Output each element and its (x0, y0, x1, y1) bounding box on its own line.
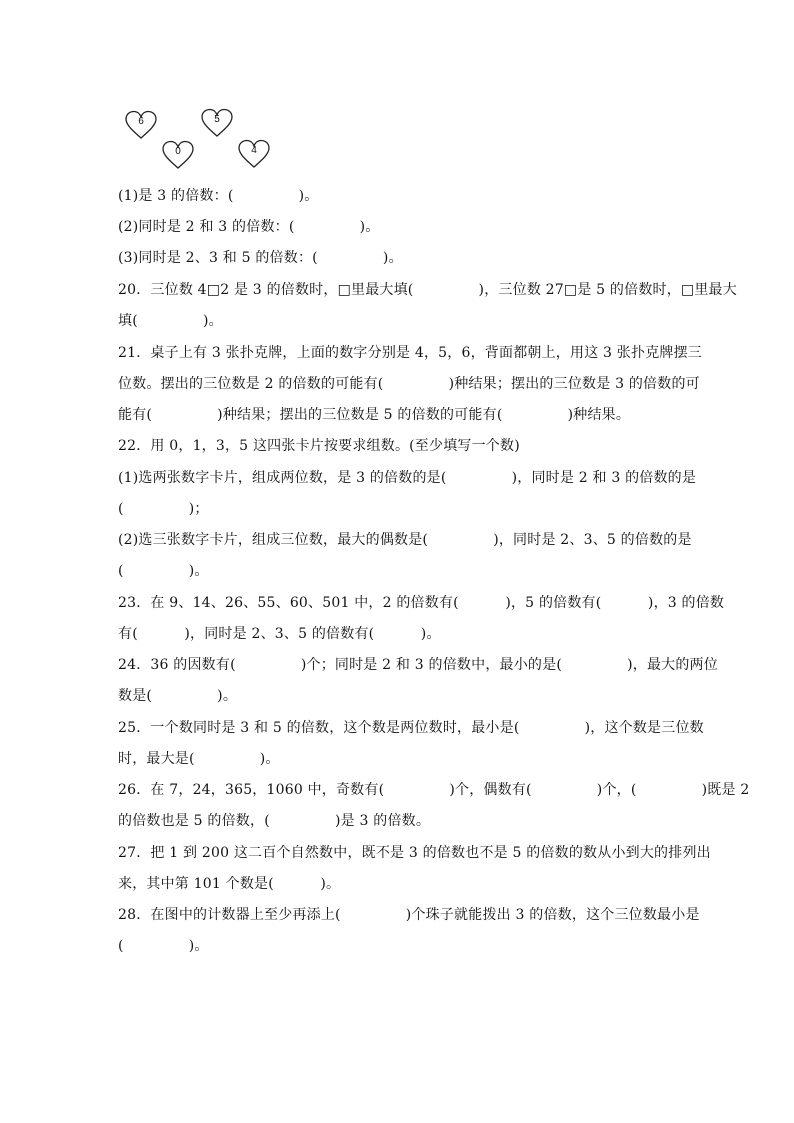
q22-part1-text-cont: ( )； (118, 501, 209, 517)
q25-text: 25．一个数同时是 3 和 5 的倍数，这个数是两位数时，最小是( )，这个数是三位数 (118, 720, 704, 736)
heart-card-1 (124, 110, 158, 140)
q22-text: 22．用 0，1，3，5 这四张卡片按要求组数。(至少填写一个数) (118, 438, 520, 454)
q24-text: 24．36 的因数有( )个；同时是 2 和 3 的倍数中，最小的是( )，最大的两位 (118, 657, 718, 673)
heart-digit: 0 (175, 146, 181, 157)
heart-card-2 (200, 108, 234, 138)
q24-text-cont: 数是( )。 (118, 688, 238, 704)
q21-text-cont: 能有( )种结果；摆出的三位数是 5 的倍数的可能有( )种结果。 (118, 407, 631, 423)
q27-text-cont: 来，其中第 101 个数是( )。 (118, 876, 341, 892)
q20-text-cont: 填( )。 (118, 313, 223, 329)
q27-text: 27．把 1 到 200 这二百个自然数中，既不是 3 的倍数也不是 5 的倍数的数从小到大的排列出 (118, 845, 711, 861)
q23-text: 23．在 9、14、26、55、60、501 中，2 的倍数有( )，5 的倍数有( )，3 的倍数 (118, 595, 725, 611)
q19-part3-text: (3)同时是 2、3 和 5 的倍数：( )。 (118, 250, 403, 266)
heart-digit: 5 (214, 114, 220, 125)
q28-text: 28．在图中的计数器上至少再添上( )个珠子就能拨出 3 的倍数，这个三位数最小是 (118, 907, 700, 923)
heart-digit: 6 (138, 116, 144, 127)
digit-hearts (120, 106, 280, 172)
q22-part2-text: (2)选三张数字卡片，组成三位数，最大的偶数是( )，同时是 2、3、5 的倍数的是 (118, 532, 692, 548)
heart-card-4 (237, 139, 271, 169)
q21-text-cont: 位数。摆出的三位数是 2 的倍数的可能有( )种结果；摆出的三位数是 3 的倍数的可 (118, 376, 700, 392)
heart-digit: 4 (251, 145, 257, 156)
q23-text-cont: 有( )，同时是 2、3、5 的倍数有( )。 (118, 626, 441, 642)
q19-part2-text: (2)同时是 2 和 3 的倍数：( )。 (118, 219, 380, 235)
q28-text-cont: ( )。 (118, 938, 209, 954)
q26-text-cont: 的倍数也是 5 的倍数，( )是 3 的倍数。 (118, 813, 431, 829)
q26-text: 26．在 7，24，365，1060 中，奇数有( )个，偶数有( )个，( )既是 2 (118, 782, 750, 798)
q19-part1-text: (1)是 3 的倍数：( )。 (118, 188, 319, 204)
q25-text-cont: 时，最大是( )。 (118, 751, 280, 767)
q21-text: 21．桌子上有 3 张扑克牌，上面的数字分别是 4，5，6，背面都朝上，用这 3 张扑克牌摆三 (118, 345, 702, 361)
q22-part2-text-cont: ( )。 (118, 563, 209, 579)
heart-card-3 (161, 140, 195, 170)
q22-part1-text: (1)选两张数字卡片，组成两位数，是 3 的倍数的是( )，同时是 2 和 3 的倍数的是 (118, 470, 697, 486)
q20-text: 20．三位数 4□2 是 3 的倍数时，□里最大填( )，三位数 27□是 5 的倍数时，□里最大 (118, 282, 737, 298)
